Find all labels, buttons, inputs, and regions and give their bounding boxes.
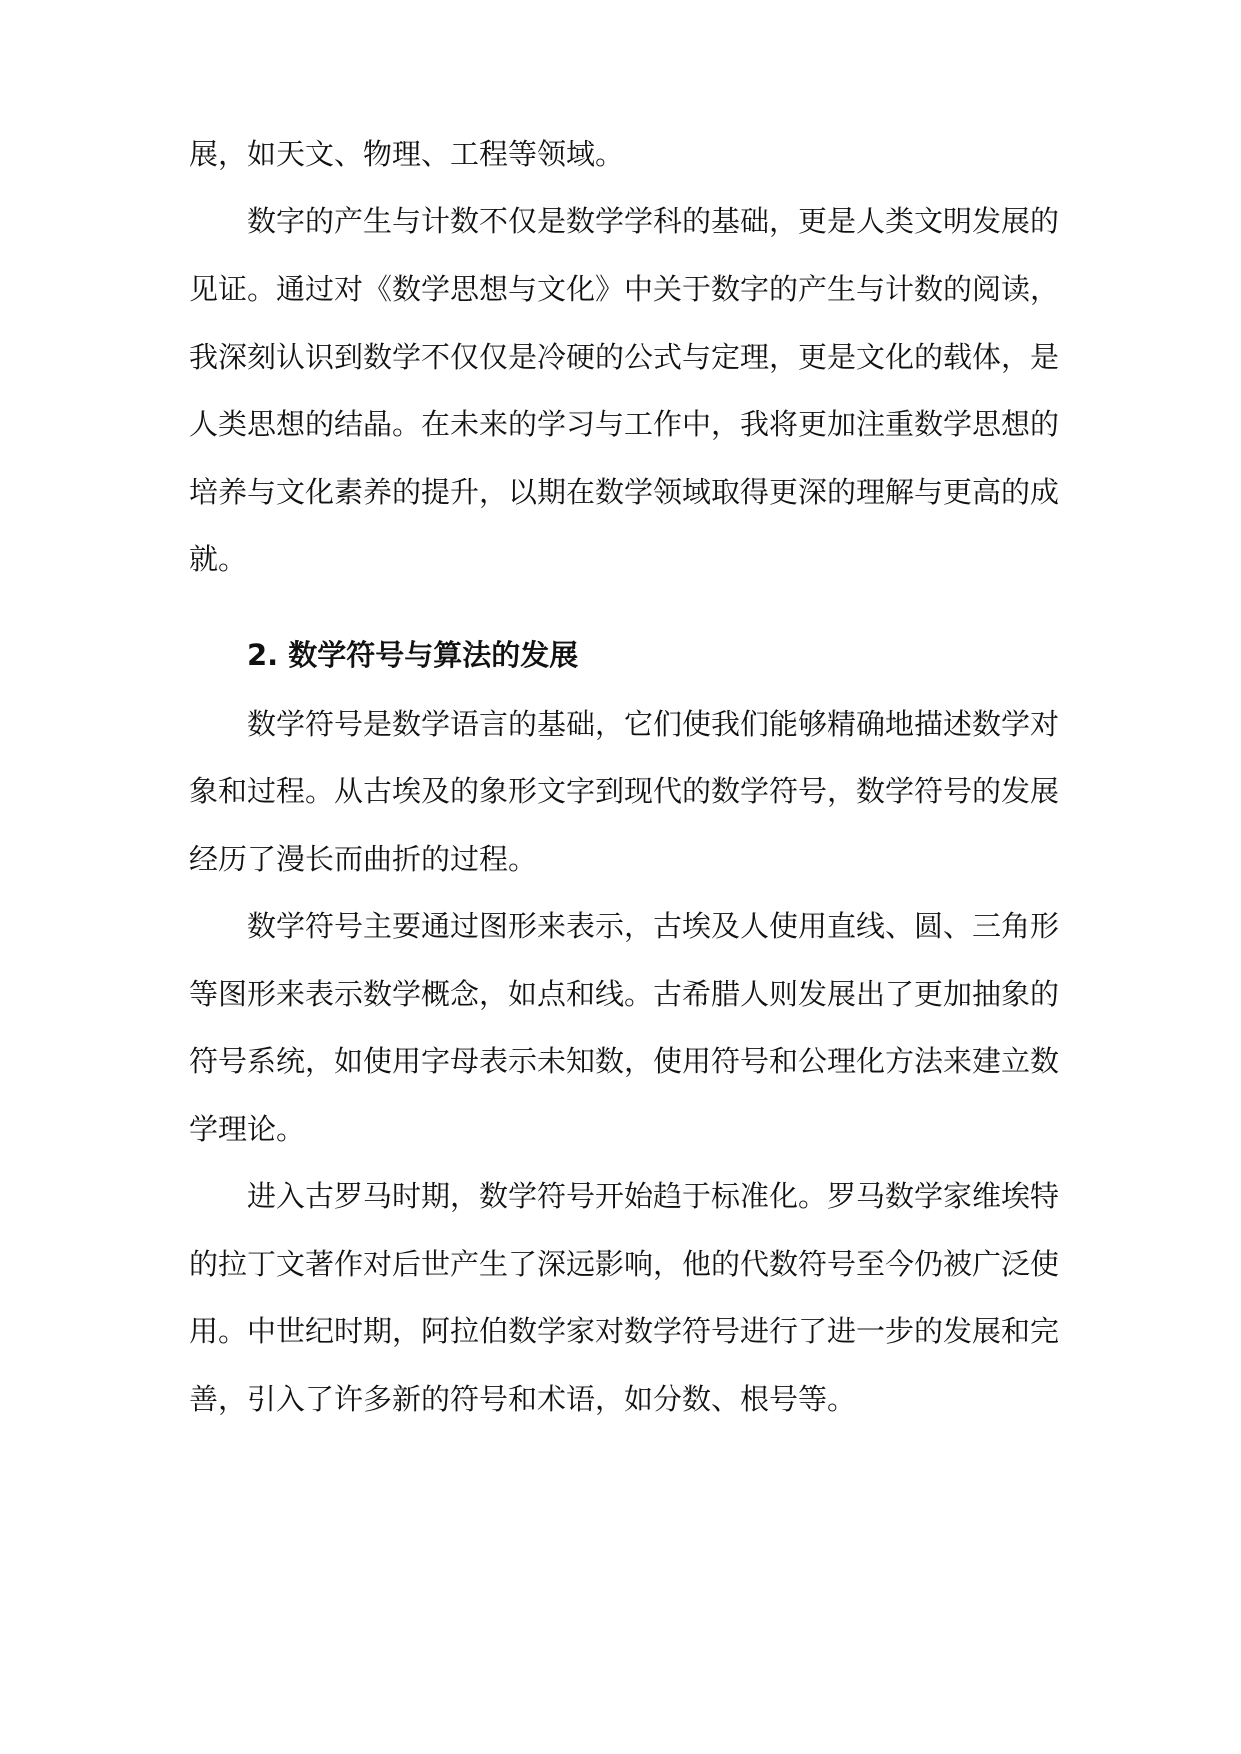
paragraph-line: 展，如天文、物理、工程等领域。 xyxy=(189,137,625,171)
paragraph-line: 经历了漫长而曲折的过程。 xyxy=(189,842,538,876)
paragraph-line: 象和过程。从古埃及的象形文字到现代的数学符号，数学符号的发展 xyxy=(189,774,1060,808)
paragraph-line: 培养与文化素养的提升，以期在数学领域取得更深的理解与更高的成 xyxy=(189,475,1060,509)
paragraph-line: 等图形来表示数学概念，如点和线。古希腊人则发展出了更加抽象的 xyxy=(189,977,1060,1011)
paragraph-line: 见证。通过对《数学思想与文化》中关于数字的产生与计数的阅读， xyxy=(189,272,1060,306)
paragraph-line: 的拉丁文著作对后世产生了深远影响，他的代数符号至今仍被广泛使 xyxy=(189,1247,1060,1281)
paragraph-line: 符号系统，如使用字母表示未知数，使用符号和公理化方法来建立数 xyxy=(189,1044,1060,1078)
paragraph-line: 数学符号主要通过图形来表示，古埃及人使用直线、圆、三角形 xyxy=(247,909,1060,943)
paragraph-line: 我深刻认识到数学不仅仅是冷硬的公式与定理，更是文化的载体，是 xyxy=(189,340,1060,374)
section-heading: 2. 数学符号与算法的发展 xyxy=(247,638,579,672)
paragraph-line: 善，引入了许多新的符号和术语，如分数、根号等。 xyxy=(189,1382,857,1416)
paragraph-line: 数字的产生与计数不仅是数学学科的基础，更是人类文明发展的 xyxy=(247,204,1060,238)
paragraph-line: 就。 xyxy=(189,542,248,576)
paragraph-line: 用。中世纪时期，阿拉伯数学家对数学符号进行了进一步的发展和完 xyxy=(189,1314,1060,1348)
paragraph-line: 数学符号是数学语言的基础，它们使我们能够精确地描述数学对 xyxy=(247,707,1060,741)
paragraph-line: 学理论。 xyxy=(189,1112,306,1146)
paragraph-line: 进入古罗马时期，数学符号开始趋于标准化。罗马数学家维埃特 xyxy=(247,1179,1060,1213)
paragraph-line: 人类思想的结晶。在未来的学习与工作中，我将更加注重数学思想的 xyxy=(189,407,1060,441)
